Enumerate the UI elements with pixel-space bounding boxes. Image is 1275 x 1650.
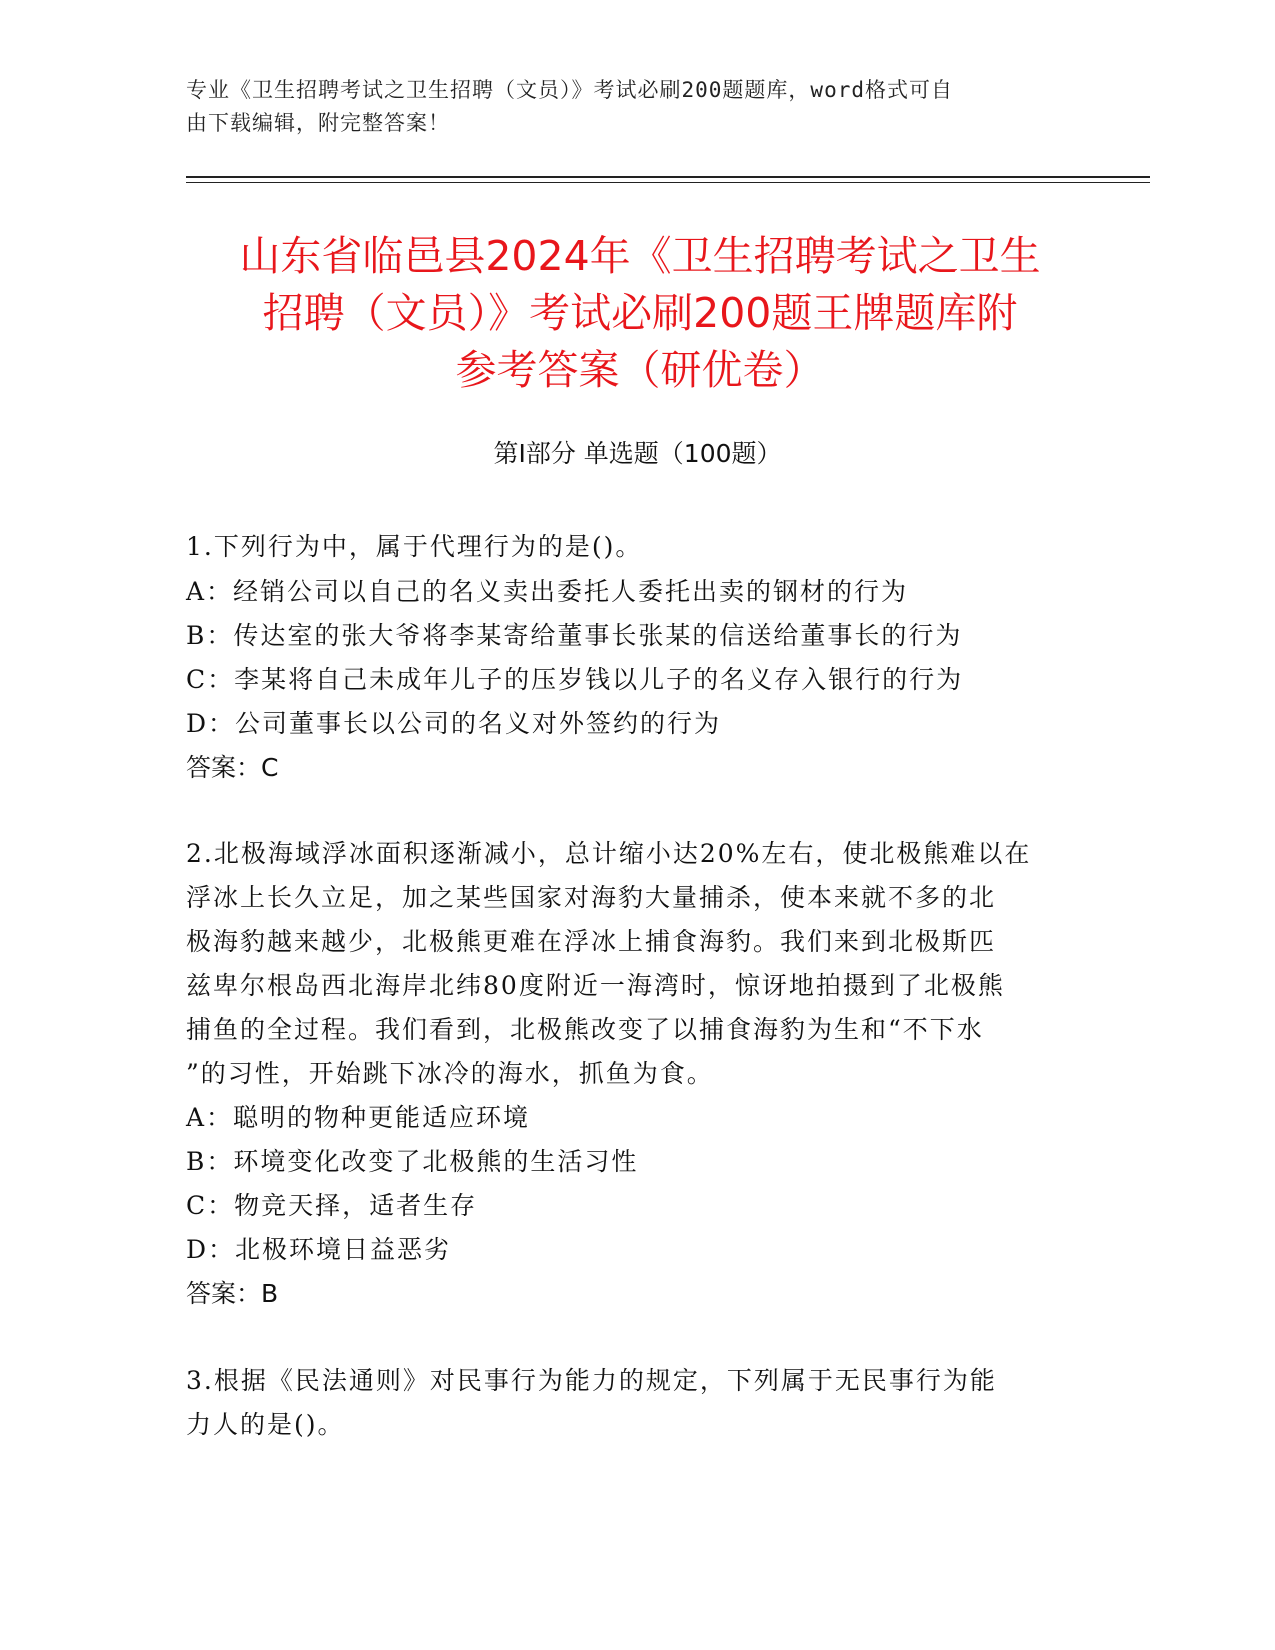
question-stem: 3.根据《民法通则》对民事行为能力的规定，下列属于无民事行为能: [186, 1366, 997, 1395]
title-line: 参考答案（研优卷）: [455, 346, 825, 394]
header-note: [186, 74, 1086, 140]
option-a: A：经销公司以自己的名义卖出委托人委托出卖的钢材的行为: [186, 577, 909, 606]
option-b: B：环境变化改变了北极熊的生活习性: [186, 1147, 639, 1176]
option-a: A：聪明的物种更能适应环境: [186, 1103, 531, 1132]
header-divider: [186, 176, 1150, 178]
header-divider-thin: [186, 182, 1150, 183]
question-stem: 兹卑尔根岛西北海岸北纬80度附近一海湾时，惊讶地拍摄到了北极熊: [186, 971, 1005, 1000]
question-stem: 力人的是()。: [186, 1410, 345, 1439]
question-stem: ”的习性，开始跳下冰冷的海水，抓鱼为食。: [186, 1059, 714, 1088]
header-note-line: 专业《卫生招聘考试之卫生招聘（文员）》考试必刷200题题库，word格式可自: [186, 78, 953, 102]
section-title: 第Ⅰ部分 单选题（100题）: [493, 439, 782, 468]
answer-label: 答案：C: [186, 753, 279, 782]
document-title: [170, 228, 1110, 399]
question-stem: 浮冰上长久立足，加之某些国家对海豹大量捕杀，使本来就不多的北: [186, 883, 997, 912]
option-c: C：李某将自己未成年儿子的压岁钱以儿子的名义存入银行的行为: [186, 665, 964, 694]
title-line: 招聘（文员）》考试必刷200题王牌题库附: [262, 289, 1018, 337]
header-note-line: 由下载编辑，附完整答案！: [186, 111, 450, 135]
answer-label: 答案：B: [186, 1279, 279, 1308]
question-stem: 1.下列行为中，属于代理行为的是()。: [186, 532, 643, 561]
question-stem: 2.北极海域浮冰面积逐渐减小，总计缩小达20%左右，使北极熊难以在: [186, 839, 1032, 868]
option-c: C：物竞天择，适者生存: [186, 1191, 478, 1220]
title-line: 山东省临邑县2024年《卫生招聘考试之卫生: [239, 232, 1041, 280]
option-d: D：北极环境日益恶劣: [186, 1235, 452, 1264]
question-stem: 捕鱼的全过程。我们看到，北极熊改变了以捕食海豹为生和“不下水: [186, 1015, 984, 1044]
question-stem: 极海豹越来越少，北极熊更难在浮冰上捕食海豹。我们来到北极斯匹: [186, 927, 997, 956]
option-d: D：公司董事长以公司的名义对外签约的行为: [186, 709, 722, 738]
option-b: B：传达室的张大爷将李某寄给董事长张某的信送给董事长的行为: [186, 621, 963, 650]
